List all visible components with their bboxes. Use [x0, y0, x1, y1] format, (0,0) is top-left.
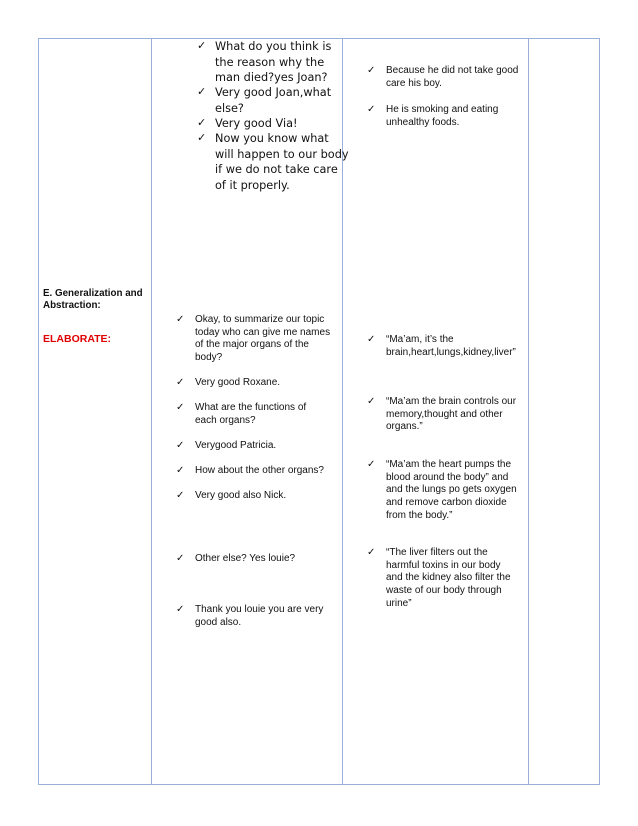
list-item: [197, 85, 331, 116]
list-item: [176, 465, 324, 478]
teacher-line: Very good also Nick.: [195, 490, 287, 501]
list-item: [176, 604, 323, 629]
check-icon: ✓: [367, 547, 376, 558]
teacher-line: Verygood Patricia.: [195, 440, 277, 451]
check-icon: ✓: [176, 490, 185, 501]
list-item: [197, 116, 298, 132]
student-line: “Ma’am the brain controls our memory,thought and other organs.”: [386, 396, 517, 433]
list-item: [367, 547, 511, 611]
list-item: [176, 314, 330, 365]
student-line: Because he did not take good care his boy.: [386, 65, 519, 89]
teacher-line: What are the functions of each organs?: [195, 402, 307, 426]
teacher-line: Very good Joan,what else?: [215, 86, 332, 115]
check-icon: ✓: [176, 604, 185, 615]
teacher-line: Very good Roxane.: [195, 377, 281, 388]
teacher-line: Other else? Yes louie?: [195, 553, 296, 564]
check-icon: ✓: [197, 116, 207, 129]
check-icon: ✓: [367, 334, 376, 345]
check-icon: ✓: [176, 402, 185, 413]
check-icon: ✓: [367, 65, 376, 76]
elaborate-label: ELABORATE:: [43, 333, 112, 345]
check-icon: ✓: [176, 314, 185, 325]
list-item: [176, 402, 306, 427]
check-icon: ✓: [197, 85, 207, 98]
list-item: [367, 459, 517, 523]
section-heading: E. Generalization and Abstraction:: [43, 288, 143, 311]
student-line: “The liver filters out the harmful toxins in our body and the kidney also filter the waste of our body through urine”: [386, 547, 511, 609]
check-icon: ✓: [176, 553, 185, 564]
check-icon: ✓: [197, 131, 207, 144]
list-item: [197, 131, 349, 193]
teacher-line: Okay, to summarize our topic today who can give me names of the major organs of the body?: [195, 314, 331, 364]
column-divider: [151, 38, 152, 785]
teacher-line: Thank you louie you are very good also.: [195, 604, 324, 628]
list-item: [176, 440, 276, 453]
check-icon: ✓: [176, 465, 185, 476]
list-item: [197, 39, 331, 86]
check-icon: ✓: [176, 377, 185, 388]
list-item: [367, 65, 518, 90]
teacher-line: How about the other organs?: [195, 465, 324, 476]
check-icon: ✓: [176, 440, 185, 451]
column-divider: [528, 38, 529, 785]
check-icon: ✓: [197, 39, 207, 52]
list-item: [367, 334, 516, 359]
check-icon: ✓: [367, 396, 376, 407]
list-item: [367, 396, 516, 434]
student-line: He is smoking and eating unhealthy foods.: [386, 104, 499, 128]
list-item: [176, 377, 280, 390]
check-icon: ✓: [367, 459, 376, 470]
check-icon: ✓: [367, 104, 376, 115]
teacher-line: Now you know what will happen to our body if we do not take care of it properly.: [215, 132, 349, 192]
student-line: “Ma’am, it’s the brain,heart,lungs,kidney,liver”: [386, 334, 516, 358]
list-item: [176, 490, 286, 503]
teacher-line: Very good Via!: [215, 117, 298, 130]
student-line: “Ma’am the heart pumps the blood around the body” and and the lungs po gets oxygen and remove carbon dioxide from the body.”: [386, 459, 517, 521]
list-item: [176, 553, 295, 566]
list-item: [367, 104, 498, 129]
teacher-line: What do you think is the reason why the man died?yes Joan?: [215, 40, 332, 84]
